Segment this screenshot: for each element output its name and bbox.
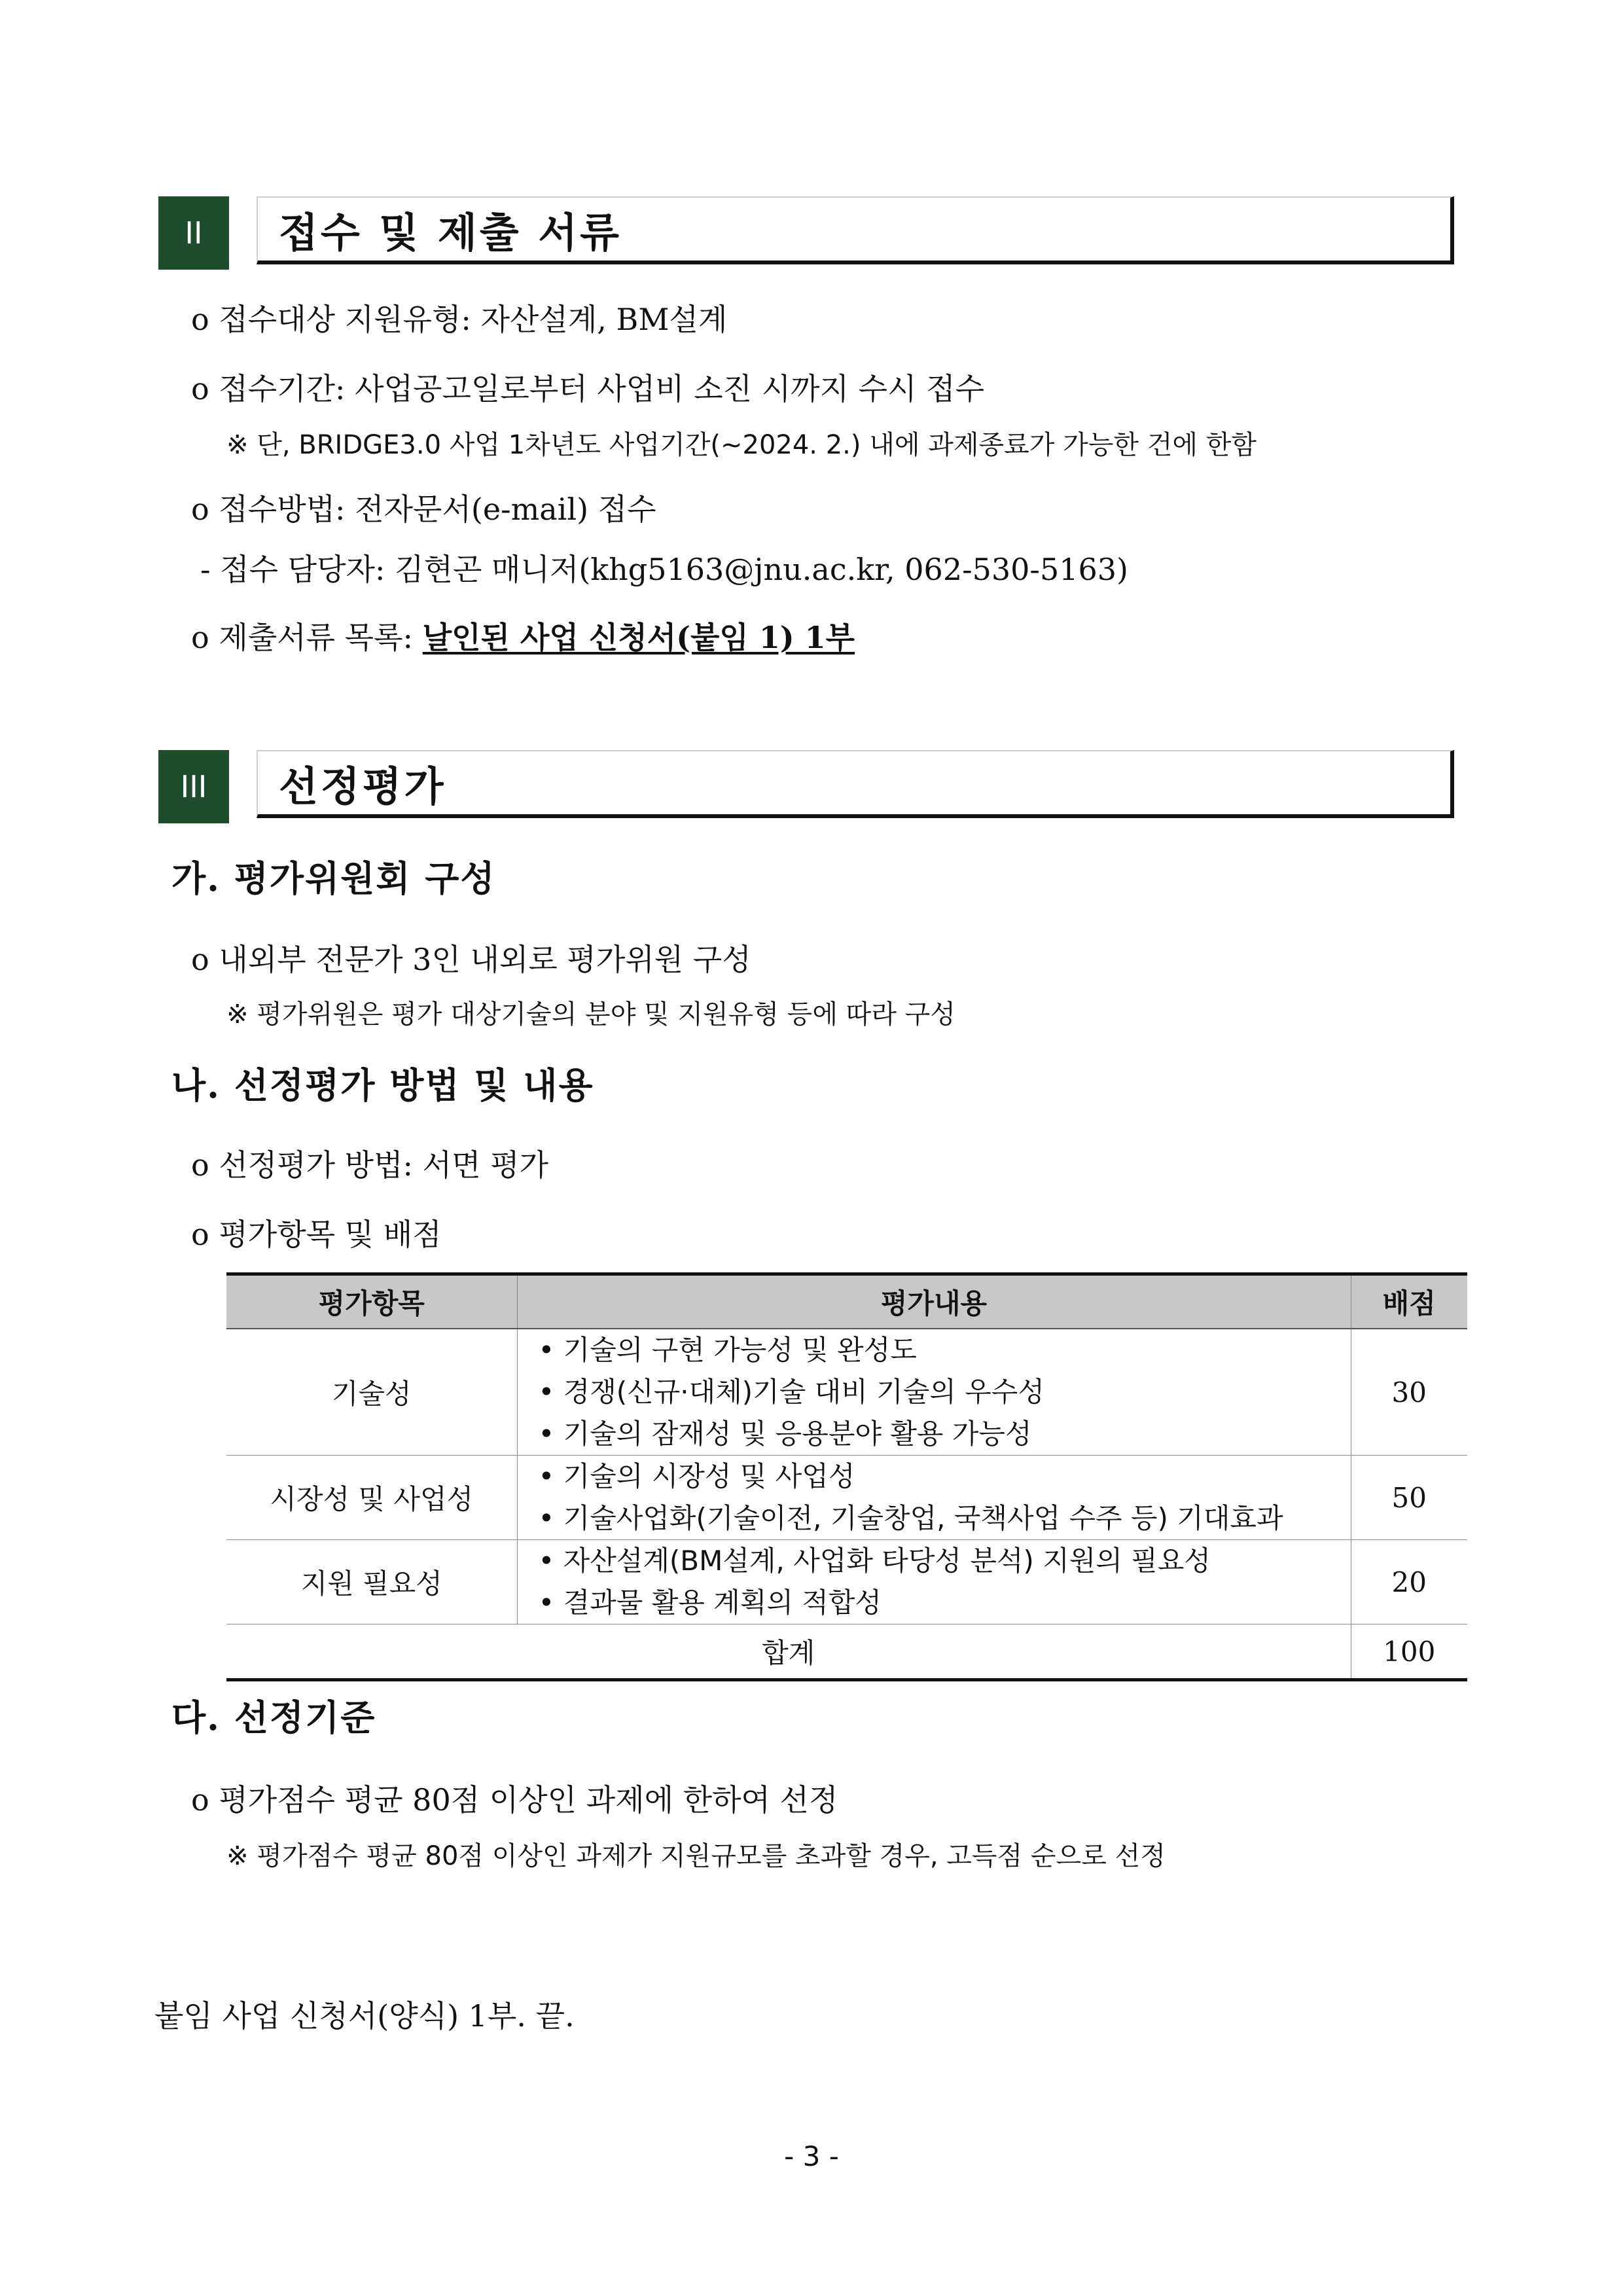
total-score: 100 [1351,1624,1467,1680]
selection-criteria: o 평가점수 평균 80점 이상인 과제에 한하여 선정 [191,1782,838,1818]
row-content [517,1329,1351,1456]
intake-contact: - 접수 담당자: 김현곤 매니저(khg5163@jnu.ac.kr, 062-530-5163) [200,552,1128,587]
header-score: 배점 [1351,1274,1467,1329]
table-row [226,1329,1467,1456]
table-header-row [226,1274,1467,1329]
submission-docs [191,614,855,657]
row-content [517,1456,1351,1540]
committee-composition: o 내외부 전문가 3인 내외로 평가위원 구성 [191,942,751,977]
intake-period-note: ※ 단, BRIDGE3.0 사업 1차년도 사업기간(~2024. 2.) 내에 과제종료가 가능한 건에 한함 [226,430,1257,460]
section-2-number: II [158,196,229,270]
row-content [517,1540,1351,1624]
content-line: • 기술의 구현 가능성 및 완성도 [538,1334,917,1366]
total-label: 합계 [226,1624,1351,1680]
content-line: • 경쟁(신규·대체)기술 대비 기술의 우수성 [538,1376,1044,1408]
intake-method: o 접수방법: 전자문서(e-mail) 접수 [191,492,656,527]
row-score: 50 [1351,1456,1467,1540]
row-score: 30 [1351,1329,1467,1456]
row-category: 시장성 및 사업성 [226,1456,517,1540]
attachment-line: 붙임 사업 신청서(양식) 1부. 끝. [154,1998,575,2034]
committee-note: ※ 평가위원은 평가 대상기술의 분야 및 지원유형 등에 따라 구성 [226,999,955,1030]
content-line: • 결과물 활용 계획의 적합성 [538,1587,882,1619]
evaluation-table [226,1272,1467,1681]
content-line: • 기술의 시장성 및 사업성 [538,1460,855,1492]
section-3-title-box [257,750,1454,818]
subsection-c-title: 다. 선정기준 [171,1696,376,1738]
evaluation-method: o 선정평가 방법: 서면 평가 [191,1147,549,1183]
content-line: • 자산설계(BM설계, 사업화 타당성 분석) 지원의 필요성 [538,1545,1211,1577]
section-3-title: 선정평가 [279,762,446,810]
content-line: • 기술사업화(기술이전, 기술창업, 국책사업 수주 등) 기대효과 [538,1502,1283,1534]
subsection-b-title: 나. 선정평가 방법 및 내용 [171,1064,594,1106]
intake-target: o 접수대상 지원유형: 자산설계, BM설계 [191,302,728,337]
row-category: 지원 필요성 [226,1540,517,1624]
subsection-a-title: 가. 평가위원회 구성 [171,857,496,899]
table-row [226,1540,1467,1624]
evaluation-items-heading: o 평가항목 및 배점 [191,1217,442,1252]
header-category: 평가항목 [226,1274,517,1329]
section-2-title-box [257,196,1454,264]
row-score: 20 [1351,1540,1467,1624]
selection-criteria-note: ※ 평가점수 평균 80점 이상인 과제가 지원규모를 초과할 경우, 고득점 순으로 선정 [226,1841,1166,1871]
intake-period: o 접수기간: 사업공고일로부터 사업비 소진 시까지 수시 접수 [191,371,985,406]
content-line: • 기술의 잠재성 및 응용분야 활용 가능성 [538,1418,1032,1450]
section-3-number: III [158,750,229,823]
header-content: 평가내용 [517,1274,1351,1329]
table-total-row [226,1624,1467,1680]
submission-docs-label: o 제출서류 목록: [191,620,423,655]
section-2-title: 접수 및 제출 서류 [279,208,622,257]
table-row [226,1456,1467,1540]
row-category: 기술성 [226,1329,517,1456]
submission-docs-value: 날인된 사업 신청서(붙임 1) 1부 [422,620,855,655]
page-number: - 3 - [784,2140,839,2172]
